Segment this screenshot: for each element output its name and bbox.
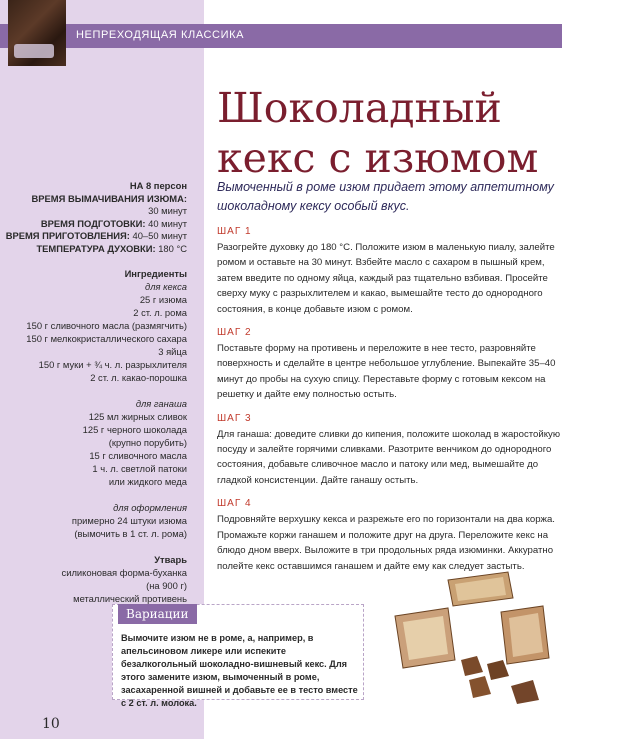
meta-soak-value: 30 минут [148,205,187,217]
page-number: 10 [42,716,60,732]
step-3 [217,413,567,489]
variations-title: Вариации [118,604,197,624]
ingredient-item: 2 ст. л. какао-порошка [90,372,187,383]
step-title: ШАГ 4 [217,498,252,510]
ingredient-item: 125 мл жирных сливок [88,411,187,422]
ingredients-list [26,267,187,605]
meta-servings: НА 8 персон [129,180,187,191]
ganache-label: для ганаша [135,398,187,409]
ingredient-item: или жидкого меда [108,476,187,487]
step-text: Разогрейте духовку до 180 °С. Положите изюм в маленькую пиалу, залейте ромом и оставьте на 30 минут. Взбейте масло с сахаром в пышный крем, затем введите по одному яйца, каждый раз тщательно взбивая. Просейте сверху муку с разрыхлителем и какао, вымешайте тесто до однородного состояния, в конце добавьте изюм с ромом. [217,242,555,315]
ingredient-item: 25 г изюма [139,294,187,305]
ingredient-item: примерно 24 штуки изюма [71,515,187,526]
ingredients-heading: Ингредиенты [124,268,187,279]
meta-oven-temp: ТЕМПЕРАТУРА ДУХОВКИ: 180 °С [36,242,187,254]
variations-box [112,604,364,708]
recipe-subtitle: Вымоченный в роме изюм придает этому аппетитному шоколадному кексу особый вкус. [217,180,554,213]
tool-item: (на 900 г) [146,580,187,591]
variations-text: Вымочите изюм не в роме, а, например, в апельсиновом ликере или испеките безалкогольный шоколадно-вишневый кекс. Для этого замените изюм, вымоченный в роме, засахаренной вишней и добавьте ее в тесто вместе с 2 ст. л. молока. [121,633,358,708]
ingredient-item: 150 г сливочного масла (размягчить) [26,320,187,331]
ingredient-item: (вымочить в 1 ст. л. рома) [74,528,187,539]
meta-soak-label: ВРЕМЯ ВЫМАЧИВАНИЯ ИЗЮМА: [31,192,187,204]
recipe-title-line-2: кекс с изюмом [217,134,539,182]
tool-item: металлический противень [73,593,187,604]
decor-label: для оформления [113,502,187,513]
section-title: НЕПРЕХОДЯЩАЯ КЛАССИКА [76,29,245,41]
ingredient-item: 125 г черного шоколада [82,424,187,435]
chocolate-pieces-image [393,568,593,718]
step-title: ШАГ 2 [217,327,252,339]
cake-thumbnail-image [8,0,66,66]
meta-prep-time: ВРЕМЯ ПОДГОТОВКИ: 40 минут [40,217,187,229]
ingredient-item: 2 ст. л. рома [133,307,187,318]
step-text: Поставьте форму на противень и переложите в нее тесто, разровняйте поверхность и сделайте в центре небольшое углубление. Выпекайте 35–40 минут до пробы на сухую спицу. Переставьте форму с готовым кексом на решетку и дайте ему полностью остыть. [217,343,556,401]
tool-item: силиконовая форма-буханка [61,567,187,578]
ingredient-item: 1 ч. л. светлой патоки [92,463,187,474]
step-4 [217,498,567,574]
ingredient-item: 15 г сливочного масла [89,450,187,461]
ingredient-item: (крупно порубить) [108,437,187,448]
step-title: ШАГ 1 [217,226,252,237]
tools-heading: Утварь [154,554,187,565]
step-1 [217,226,567,317]
step-text: Для ганаша: доведите сливки до кипения, положите шоколад в жаростойкую посуду и залейте горячими сливками. Разотрите венчиком до однородного состояния, добавьте сливочное масло и патоку или мед, вымешайте до гладкой консистенции. Дайте ганашу остыть. [217,428,561,486]
ingredient-item: 150 г мелкокристаллического сахара [26,333,187,344]
recipe-title-line-1: Шоколадный [217,84,502,132]
step-text: Подровняйте верхушку кекса и разрежьте его по горизонтали на два коржа. Промажьте коржи ганашем и положите друг на друга. Переложите кекс на блюдо дном вверх. Выложите в три продольных ряда изюминки. Аккуратно полейте кекс оставшимся ганашем и дайте ему как следует застыть. [217,514,555,572]
ingredient-item: 3 яйца [158,346,187,357]
meta-cook-time: ВРЕМЯ ПРИГОТОВЛЕНИЯ: 40–50 минут [5,230,187,242]
step-title: ШАГ 3 [217,412,252,424]
recipe-steps [217,226,567,584]
step-2 [217,327,567,403]
recipe-meta [6,180,187,256]
cake-label: для кекса [145,281,187,292]
ingredient-item: 150 г муки + ¾ ч. л. разрыхлителя [38,359,187,370]
recipe-title [217,83,597,183]
